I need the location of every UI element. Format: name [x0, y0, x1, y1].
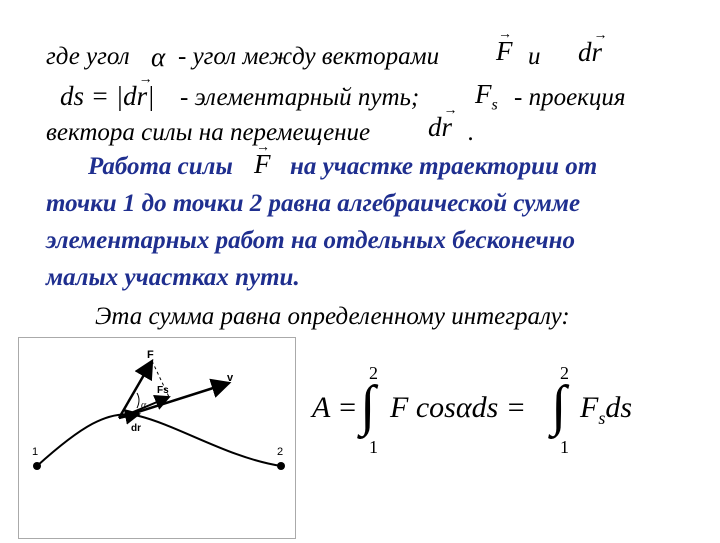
- vector-dr-symbol: d→ r: [578, 38, 602, 66]
- bold-line2: точки 1 до точки 2 равна алгебраической сумме: [46, 190, 581, 217]
- label-F: F: [147, 349, 154, 361]
- integral2-sign: ∫: [551, 375, 567, 437]
- integral1-upper: 2: [369, 363, 378, 383]
- text-line2-b: - проекция: [514, 84, 626, 111]
- bold-line1-b: на участке траектории от: [290, 153, 598, 180]
- bold-line4: малых участках пути.: [46, 264, 300, 291]
- trajectory-figure: [18, 337, 296, 539]
- text-line3-b: .: [468, 119, 475, 146]
- vector-dr-symbol-2: d→ r: [428, 113, 452, 141]
- label-Fs: Fs: [157, 385, 169, 396]
- text-line8: Эта сумма равна определенному интегралу:: [95, 303, 570, 330]
- text-line3-a: вектора силы на перемещение: [46, 119, 371, 146]
- alpha-symbol: α: [151, 42, 166, 72]
- formula-lhs: A =: [312, 391, 358, 424]
- point-1-dot: [33, 462, 41, 470]
- integral1-sign: ∫: [360, 375, 376, 437]
- label-v: v: [227, 372, 234, 384]
- formula-integral1-body: F cosαds =: [390, 391, 526, 424]
- integral1-lower: 1: [369, 437, 378, 457]
- Fs-symbol: $F_s$: [475, 79, 498, 114]
- vector-F-symbol: → F: [496, 37, 513, 65]
- bold-line3: элементарных работ на отдельных бесконечно: [46, 227, 575, 254]
- bold-line1-a: Работа силы: [88, 153, 233, 180]
- alpha-arc: [137, 393, 139, 408]
- integral2-upper: 2: [560, 363, 569, 383]
- trajectory-svg: [19, 338, 295, 538]
- formula-integral2-body: $F_sds$: [580, 391, 633, 428]
- trajectory-curve: [37, 414, 284, 466]
- label-alpha: α: [141, 400, 147, 411]
- ds-definition: ds = |d→ r|: [60, 82, 155, 110]
- text-line2-a: - элементарный путь;: [180, 84, 420, 111]
- text-line1-c: и: [528, 43, 541, 70]
- label-point-2: 2: [277, 446, 284, 458]
- label-point-1: 1: [32, 446, 39, 458]
- text-line1-a: где угол: [46, 43, 130, 70]
- label-dr: dr: [131, 423, 141, 434]
- integral2-lower: 1: [560, 437, 569, 457]
- vector-F-symbol-2: → F: [254, 150, 271, 178]
- point-2-dot: [277, 462, 285, 470]
- text-line1-b: - угол между векторами: [178, 43, 440, 70]
